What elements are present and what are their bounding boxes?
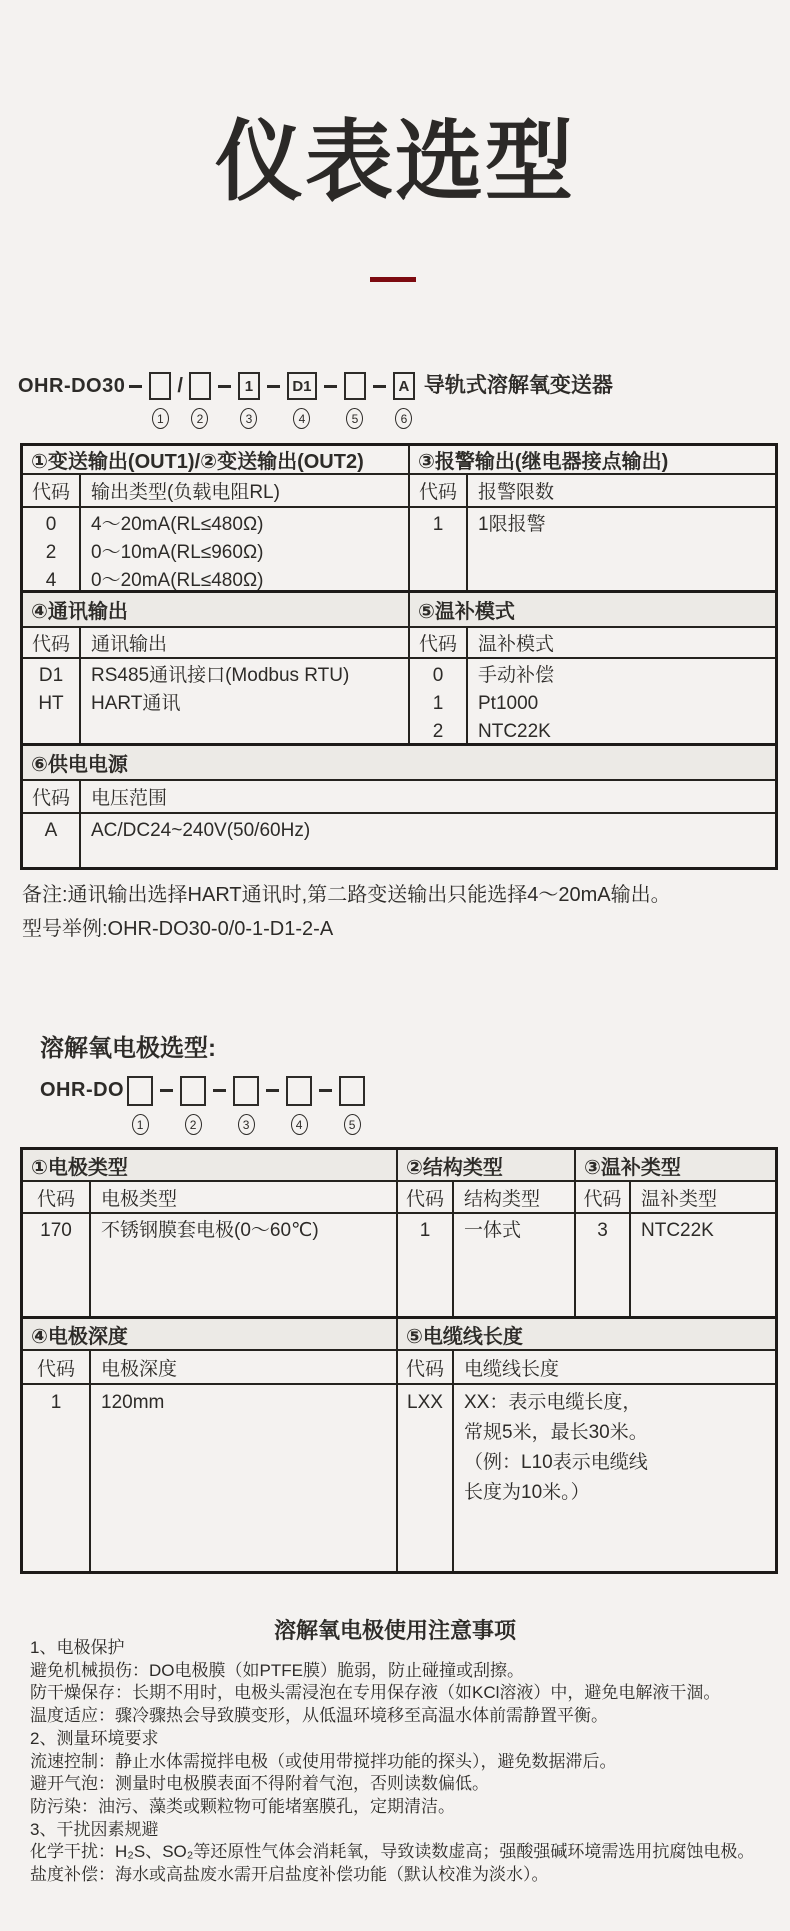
usage-line: 防干燥保存：长期不用时，电极头需浸泡在专用保存液（如KCl溶液）中，避免电解液干涸。	[30, 1683, 721, 1703]
section-title: ⑤电缆线长度	[406, 1325, 523, 1348]
desc-cell	[81, 659, 410, 743]
table-row	[23, 746, 775, 781]
column-header: 报警限数	[478, 482, 555, 503]
code-value: 170	[40, 1220, 72, 1241]
model-box	[189, 372, 211, 400]
model-segment	[344, 372, 366, 429]
example-line: 型号举例:OHR-DO30-0/0-1-D1-2-A	[22, 918, 334, 940]
model-segment	[286, 1076, 312, 1135]
desc-value: 长度为10米。）	[464, 1482, 590, 1503]
model-segment	[393, 372, 415, 429]
code-value: 2	[432, 721, 444, 742]
desc-value: 0～20mA(RL≤480Ω)	[91, 570, 264, 590]
desc-value: XX：表示电缆长度，	[464, 1392, 642, 1413]
transmitter-selection-table	[20, 443, 778, 870]
electrode-selection-table	[20, 1147, 778, 1574]
column-header: 代码	[398, 1351, 454, 1383]
circled-number: 2	[191, 408, 208, 429]
model-box: 1	[238, 372, 260, 400]
code-cell	[410, 508, 468, 590]
table-row	[23, 1385, 775, 1571]
code-value: 0	[45, 514, 57, 535]
usage-line: 避开气泡：测量时电极膜表面不得附着气泡，否则读数偏低。	[30, 1774, 489, 1794]
code-value: 0	[432, 665, 444, 686]
circled-number: 1	[152, 408, 169, 429]
column-header: 温补类型	[641, 1188, 718, 1210]
table-row	[23, 628, 775, 659]
table-row	[23, 475, 775, 508]
model-box	[286, 1076, 312, 1106]
desc-value: 手动补偿	[478, 665, 555, 686]
transmitter-model-code-line	[18, 372, 613, 429]
section-title: ③温补类型	[584, 1156, 681, 1179]
section-title: ④电极深度	[23, 1319, 398, 1349]
desc-value: RS485通讯接口(Modbus RTU)	[91, 665, 350, 686]
model-box	[339, 1076, 365, 1106]
column-header: 代码	[410, 628, 468, 657]
desc-value: NTC22K	[641, 1220, 714, 1241]
desc-value: 120mm	[101, 1392, 165, 1413]
slash: /	[177, 375, 183, 397]
desc-value: 4～20mA(RL≤480Ω)	[91, 514, 264, 535]
section-title: ④通讯输出	[23, 593, 410, 626]
table-row	[23, 593, 775, 628]
desc-value: Pt1000	[478, 693, 539, 714]
model-segment	[339, 1076, 365, 1135]
desc-cell	[468, 508, 775, 590]
circled-number: 3	[240, 408, 257, 429]
circled-number: 6	[395, 408, 412, 429]
remark-block	[22, 878, 671, 946]
usage-line: 避免机械损伤：DO电极膜（如PTFE膜）脆弱，防止碰撞或刮擦。	[30, 1660, 524, 1680]
usage-line: 防污染：油污、藻类或颗粒物可能堵塞膜孔，定期清洁。	[30, 1796, 455, 1816]
circled-number: 5	[344, 1114, 361, 1135]
code-value: 1	[432, 693, 444, 714]
section-title: ①变送输出(OUT1)/②变送输出(OUT2)	[23, 446, 410, 473]
desc-cell	[91, 1214, 398, 1316]
dash	[160, 1089, 173, 1092]
column-header: 电缆线长度	[464, 1358, 560, 1380]
desc-value: AC/DC24~240V(50/60Hz)	[91, 820, 311, 841]
code-value: 1	[419, 1220, 431, 1241]
table-row	[23, 508, 775, 593]
desc-cell	[631, 1214, 775, 1316]
usage-line: 2、测量环境要求	[30, 1728, 159, 1748]
dash	[129, 385, 142, 388]
model-box	[149, 372, 171, 400]
desc-value: NTC22K	[478, 721, 551, 742]
model-segment	[127, 1076, 153, 1135]
code-cell	[410, 659, 468, 743]
table-row	[23, 659, 775, 746]
column-header: 代码	[410, 475, 468, 506]
column-header: 结构类型	[454, 1182, 576, 1212]
desc-value: 1限报警	[478, 514, 546, 535]
column-header: 输出类型(负载电阻RL)	[81, 475, 410, 506]
model-box	[344, 372, 366, 400]
column-header: 温补模式	[478, 634, 555, 655]
desc-cell	[454, 1214, 576, 1316]
model-segment	[287, 372, 317, 429]
desc-value: 一体式	[464, 1220, 522, 1241]
model-box	[233, 1076, 259, 1106]
code-value: 1	[50, 1392, 62, 1413]
code-value: A	[44, 820, 58, 841]
dash	[267, 385, 280, 388]
code-cell	[398, 1385, 454, 1571]
desc-value: 常规5米，最长30米。	[464, 1422, 648, 1443]
model-suffix: 导轨式溶解氧变送器	[423, 374, 613, 397]
usage-line: 3、干扰因素规避	[30, 1819, 159, 1839]
code-value: 4	[45, 570, 57, 590]
model-box: D1	[287, 372, 317, 400]
section-title: ⑥供电电源	[31, 754, 128, 776]
column-header: 代码	[23, 781, 81, 812]
table-row	[23, 446, 775, 475]
column-header: 电极深度	[91, 1351, 398, 1383]
circled-number: 2	[185, 1114, 202, 1135]
model-segment	[189, 372, 211, 429]
column-header: 代码	[576, 1182, 631, 1212]
usage-title: 溶解氧电极使用注意事项	[273, 1618, 516, 1643]
table-row	[23, 1182, 775, 1214]
column-header: 代码	[23, 1182, 91, 1212]
column-header: 代码	[23, 1351, 91, 1383]
column-header: 代码	[398, 1182, 454, 1212]
model-segment	[233, 1076, 259, 1135]
usage-line: 1、电极保护	[30, 1638, 125, 1657]
desc-cell	[91, 1385, 398, 1571]
code-value: HT	[38, 693, 64, 714]
desc-cell	[454, 1385, 775, 1571]
code-cell	[23, 659, 81, 743]
table-row	[23, 1150, 775, 1182]
section-title: ②结构类型	[398, 1150, 576, 1180]
code-value: 2	[45, 542, 57, 563]
section-title: ⑤温补模式	[418, 601, 515, 623]
code-value: 1	[432, 514, 444, 535]
dash	[373, 385, 386, 388]
model-segment	[180, 1076, 206, 1135]
model-segment	[238, 372, 260, 429]
desc-value: 0～10mA(RL≤960Ω)	[91, 542, 264, 563]
desc-value: HART通讯	[91, 693, 181, 714]
usage-line: 盐度补偿：海水或高盐废水需开启盐度补偿功能（默认校准为淡水）。	[30, 1865, 549, 1885]
model-box	[180, 1076, 206, 1106]
code-value: 3	[597, 1220, 608, 1241]
desc-cell	[468, 659, 775, 743]
dash	[324, 385, 337, 388]
circled-number: 4	[293, 408, 310, 429]
usage-line: 温度适应：骤冷骤热会导致膜变形，从低温环境移至高温水体前需静置平衡。	[30, 1706, 608, 1726]
model-segment	[149, 372, 171, 429]
model-prefix: OHR-DO30	[18, 375, 126, 397]
code-cell	[23, 1385, 91, 1571]
accent-dash	[370, 277, 416, 282]
dash	[218, 385, 231, 388]
dash	[213, 1089, 226, 1092]
section-title: ①电极类型	[23, 1150, 398, 1180]
code-cell	[398, 1214, 454, 1316]
usage-notes	[30, 1637, 770, 1887]
desc-cell	[81, 814, 775, 867]
desc-cell	[81, 508, 410, 590]
table-row	[23, 1319, 775, 1351]
code-value: D1	[38, 665, 64, 686]
remark-line: 备注:通讯输出选择HART通讯时,第二路变送输出只能选择4～20mA输出。	[22, 884, 671, 906]
table-row	[23, 1214, 775, 1319]
code-cell	[23, 814, 81, 867]
code-cell	[23, 1214, 91, 1316]
model-prefix: OHR-DO	[40, 1079, 125, 1101]
column-header: 电极类型	[91, 1182, 398, 1212]
model-box: A	[393, 372, 415, 400]
section-title: ③报警输出(继电器接点输出)	[418, 451, 669, 473]
circled-number: 3	[238, 1114, 255, 1135]
electrode-model-code-line	[40, 1076, 368, 1135]
model-box	[127, 1076, 153, 1106]
page-title: 仪表选型	[214, 112, 575, 211]
desc-value: （例：L10表示电缆线	[464, 1452, 648, 1473]
circled-number: 5	[346, 408, 363, 429]
code-cell	[23, 508, 81, 590]
code-value: LXX	[407, 1392, 443, 1413]
dash	[266, 1089, 279, 1092]
table-row	[23, 781, 775, 814]
dash	[319, 1089, 332, 1092]
column-header: 代码	[23, 628, 81, 657]
circled-number: 4	[291, 1114, 308, 1135]
table-row	[23, 1351, 775, 1385]
desc-value: 不锈钢膜套电极(0～60℃)	[101, 1220, 319, 1241]
column-header: 电压范围	[91, 788, 168, 809]
usage-line: 化学干扰：H₂S、SO₂等还原性气体会消耗氧，导致读数虚高；强酸强碱环境需选用抗腐蚀电极。	[30, 1842, 755, 1862]
electrode-heading: 溶解氧电极选型:	[40, 1035, 216, 1062]
column-header: 代码	[23, 475, 81, 506]
code-cell	[576, 1214, 631, 1316]
table-row	[23, 814, 775, 867]
usage-line: 流速控制：静止水体需搅拌电极（或使用带搅拌功能的探头），避免数据滞后。	[30, 1751, 617, 1771]
column-header: 通讯输出	[81, 628, 410, 657]
circled-number: 1	[132, 1114, 149, 1135]
